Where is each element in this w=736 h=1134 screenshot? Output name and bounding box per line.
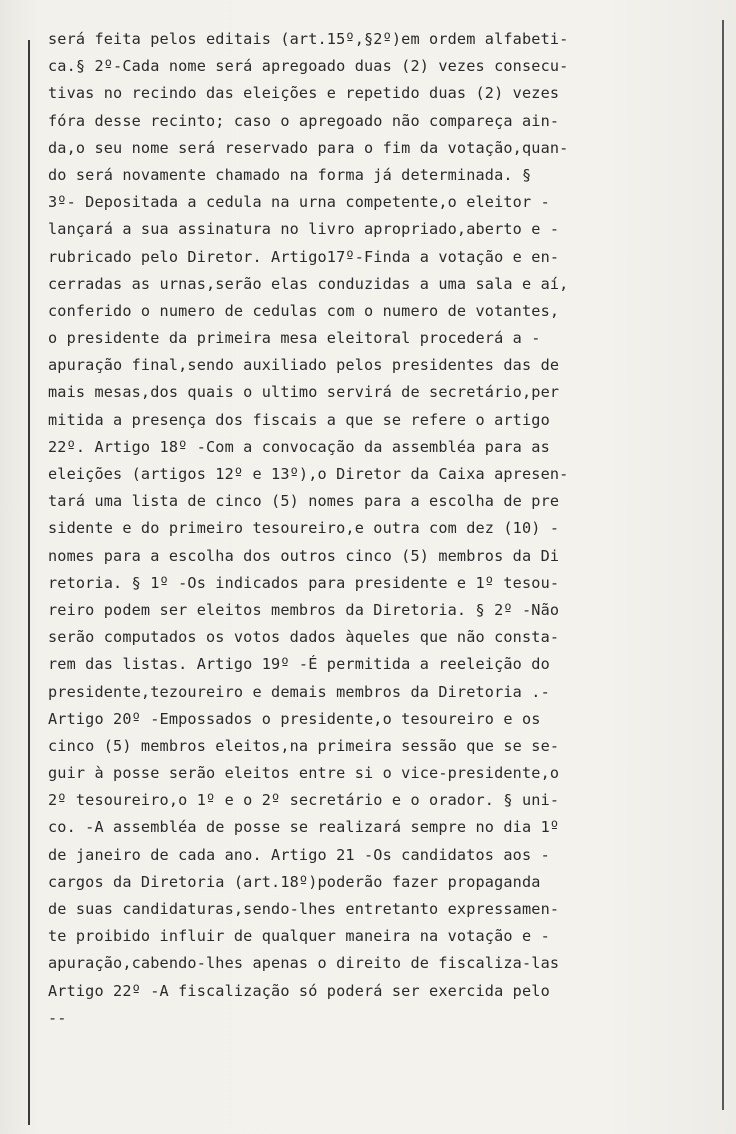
text-line: cerradas as urnas,serão elas conduzidas a uma sala e aí, bbox=[48, 274, 569, 293]
text-line: presidente,tezoureiro e demais membros da Diretoria .- bbox=[48, 682, 550, 701]
right-margin-rule bbox=[722, 20, 724, 1110]
text-line: rubricado pelo Diretor. Artigo17º-Finda a votação e en- bbox=[48, 247, 560, 266]
text-line: de suas candidaturas,sendo-lhes entretanto expressamen- bbox=[48, 900, 560, 918]
text-line: reiro podem ser eleitos membros da Diretoria. § 2º -Não bbox=[48, 600, 560, 619]
text-line: conferido o numero de cedulas com o numero de votantes, bbox=[48, 301, 560, 320]
text-line: te proibido influir de qualquer maneira na votação e - bbox=[48, 927, 550, 946]
text-line: tará uma lista de cinco (5) nomes para a escolha de pre bbox=[48, 492, 560, 511]
text-line: lançará a sua assinatura no livro apropriado,aberto e - bbox=[48, 220, 560, 239]
text-line: cargos da Diretoria (art.18º)poderão fazer propaganda bbox=[48, 872, 541, 891]
text-line: cinco (5) membros eleitos,na primeira sessão que se se- bbox=[48, 736, 560, 755]
text-line: -- bbox=[48, 1008, 67, 1027]
text-line: mitida a presença dos fiscais a que se refere o artigo bbox=[48, 410, 550, 429]
text-line: apuração,cabendo-lhes apenas o direito de fiscaliza-las bbox=[48, 954, 560, 973]
text-line: fóra desse recinto; caso o apregoado não compareça ain- bbox=[48, 111, 560, 130]
text-line: 3º- Depositada a cedula na urna competente,o eleitor - bbox=[48, 193, 550, 212]
text-line: de janeiro de cada ano. Artigo 21 -Os candidatos aos - bbox=[48, 845, 550, 864]
text-line: guir à posse serão eleitos entre si o vice-presidente,o bbox=[48, 764, 560, 783]
text-line: nomes para a escolha dos outros cinco (5) membros da Di bbox=[48, 546, 560, 565]
text-line: co. -A assembléa de posse se realizará sempre no dia 1º bbox=[48, 818, 560, 837]
text-line: rem das listas. Artigo 19º -É permitida a reeleição do bbox=[48, 655, 550, 674]
text-line: retoria. § 1º -Os indicados para presidente e 1º tesou- bbox=[48, 573, 560, 592]
body-text bbox=[48, 26, 718, 1032]
text-line: ca.§ 2º-Cada nome será apregoado duas (2) vezes consecu- bbox=[48, 57, 569, 76]
text-line: será feita pelos editais (art.15º,§2º)em ordem alfabeti- bbox=[48, 30, 569, 48]
text-line: da,o seu nome será reservado para o fim da votação,quan- bbox=[48, 138, 569, 157]
text-line: o presidente da primeira mesa eleitoral procederá a - bbox=[48, 329, 541, 348]
text-line: serão computados os votos dados àqueles que não consta- bbox=[48, 628, 560, 647]
text-line: 2º tesoureiro,o 1º e o 2º secretário e o orador. § uni- bbox=[48, 791, 560, 810]
text-line: Artigo 20º -Empossados o presidente,o tesoureiro e os bbox=[48, 709, 541, 728]
text-line: do será novamente chamado na forma já determinada. § bbox=[48, 165, 532, 184]
text-line: apuração final,sendo auxiliado pelos presidentes das de bbox=[48, 356, 560, 375]
text-line: sidente e do primeiro tesoureiro,e outra com dez (10) - bbox=[48, 519, 560, 538]
text-line: Artigo 22º -A fiscalização só poderá ser exercida pelo bbox=[48, 981, 550, 1000]
left-margin-rule bbox=[28, 40, 30, 1125]
text-line: 22º. Artigo 18º -Com a convocação da assembléa para as bbox=[48, 437, 550, 456]
text-line: mais mesas,dos quais o ultimo servirá de secretário,per bbox=[48, 383, 560, 402]
text-line: eleições (artigos 12º e 13º),o Diretor da Caixa apresen- bbox=[48, 465, 569, 483]
text-line: tivas no recindo das eleições e repetido duas (2) vezes bbox=[48, 84, 560, 103]
